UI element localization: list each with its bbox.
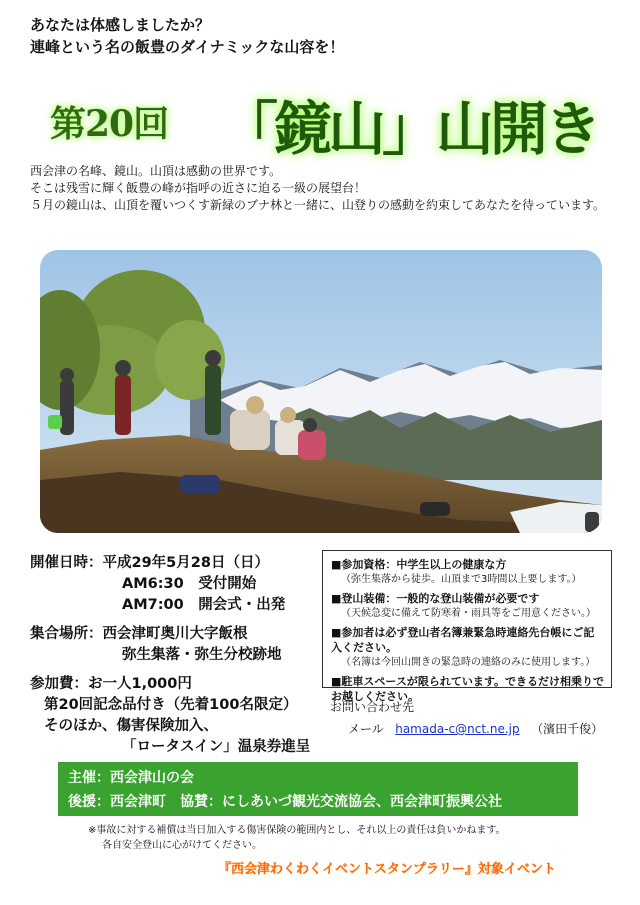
tagline [30,14,344,58]
requirement-head: ■参加者は必ず登山者名簿兼緊急時連絡先台帳にご記入ください。 [331,626,595,654]
organizer-band [58,762,578,816]
requirement-note: （名簿は今回山開きの緊急時の連絡のみに使用します。） [341,657,596,668]
tagline-line-1: あなたは体感しましたか？ [30,16,211,34]
contact-info [330,696,603,740]
mountain-photo [40,250,602,533]
meeting-place-detail: 弥生集落・弥生分校跡地 [122,647,282,663]
event-details [30,553,320,758]
disclaimer-line-2: 各自安全登山に心がけてください。 [102,840,262,851]
stamp-rally-banner: 『西会津わくわくイベントスタンプラリー』対象イベント [218,862,556,877]
event-time-reception: AM6:30 受付開始 [122,576,257,592]
organizer-host: 主催：西会津山の会 [68,770,194,786]
contact-label: お問い合わせ先 [330,700,415,714]
requirement-note: （弥生集落から徒歩。山頂まで3時間以上要します。） [341,574,582,585]
disclaimer [88,823,506,853]
event-date: 開催日時：平成29年5月28日（日） [30,555,269,571]
intro-line-1: 西会津の名峰、鏡山。山頂は感動の世界です。 [30,164,282,178]
contact-email-link[interactable]: hamada-c@nct.ne.jp [395,722,520,736]
requirements-box [322,550,612,703]
participation-fee: 参加費：お一人1,000円 [30,676,192,692]
tagline-line-2: 連峰という名の飯豊のダイナミックな山容を！ [30,38,345,56]
requirement-head: ■登山装備：一般的な登山装備が必要です [331,592,540,605]
organizer-support: 後援：西会津町 協賛：にしあいづ観光交流協会、西会津町振興公社 [68,794,502,810]
requirement-equipment [331,591,605,621]
event-time-opening: AM7:00 開会式・出発 [122,597,286,613]
requirement-head: ■駐車スペースが限られています。できるだけ相乗りでお越しください。 [331,675,604,703]
page-title [30,80,610,163]
disclaimer-line-1: ※事故に対する補償は当日加入する傷害保険の範囲内とし、それ以上の責任は負いかねます。 [88,825,506,836]
title-main: 「鏡山」山開き [220,95,599,163]
contact-person: （濱田千俊） [531,722,604,736]
fee-onsen-ticket: 「ロータスイン」温泉券進呈 [122,739,311,755]
fee-extras: そのほか、傷害保険加入、 [44,718,218,734]
requirement-registration [331,625,605,670]
requirement-head: ■参加資格：中学生以上の健康な方 [331,558,507,571]
fee-gift: 第20回記念品付き（先着100名限定） [44,697,298,713]
requirement-eligibility [331,557,605,587]
intro-text [30,163,620,214]
mountain-summit-image [40,250,602,533]
mail-label: メール [348,722,384,736]
title-edition: 第20回 [50,103,169,145]
intro-line-3: ５月の鏡山は、山頂を覆いつくす新緑のブナ林と一緒に、山登りの感動を約束してあなたを待っています。 [30,198,606,212]
requirement-note: （天候急変に備えて防寒着・雨具等をご用意ください。） [341,608,596,619]
intro-line-2: そこは残雪に輝く飯豊の峰が指呼の近さに迫る一級の展望台！ [30,181,367,195]
meeting-place: 集合場所：西会津町奥川大字飯根 [30,626,248,642]
